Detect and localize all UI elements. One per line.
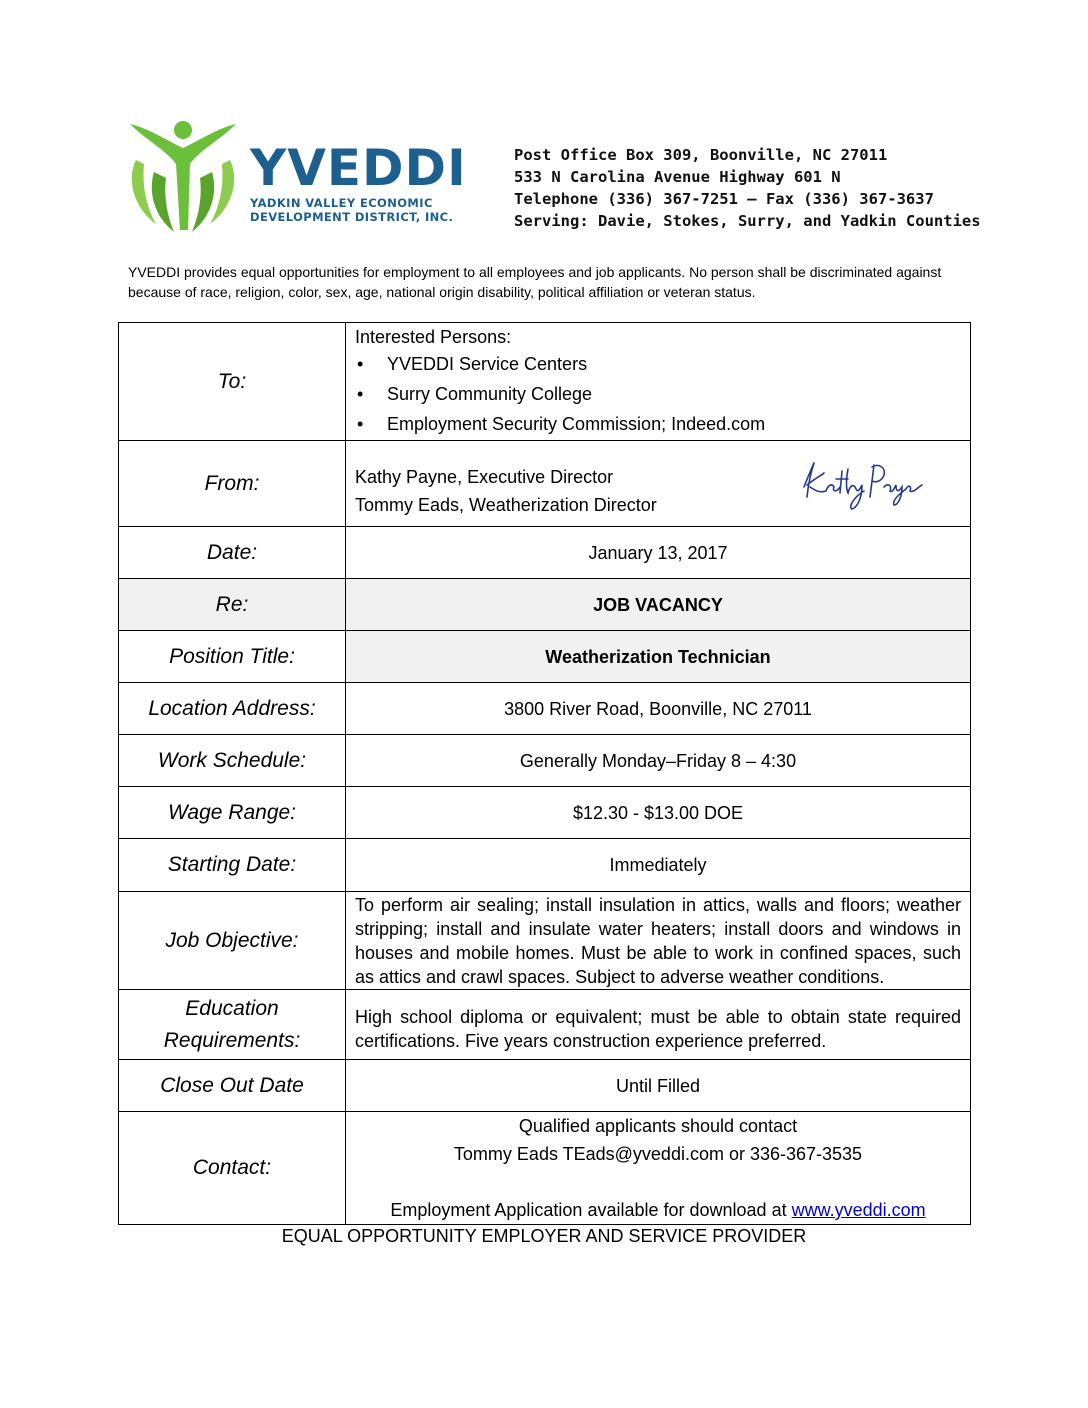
- wage-value: $12.30 - $13.00 DOE: [346, 787, 971, 839]
- contact-line-3: [346, 1196, 970, 1224]
- logo-wordmark: [250, 140, 467, 224]
- logo-name: YVEDDI: [250, 139, 467, 197]
- application-text: Employment Application available for download at: [390, 1200, 787, 1220]
- row-position: [119, 631, 971, 683]
- logo-figure-icon: [126, 120, 250, 244]
- footer-eeo-statement: EQUAL OPPORTUNITY EMPLOYER AND SERVICE PROVIDER: [281, 1226, 807, 1246]
- row-from: [119, 441, 971, 527]
- schedule-label: Work Schedule:: [119, 735, 346, 787]
- closeout-value: Until Filled: [346, 1060, 971, 1112]
- row-contact: [119, 1112, 971, 1225]
- address-block: [514, 144, 981, 232]
- address-line-4: Serving: Davie, Stokes, Surry, and Yadkin Counties: [514, 212, 981, 230]
- to-value: [346, 323, 971, 441]
- logo-subtitle-1: YADKIN VALLEY ECONOMIC: [250, 196, 433, 210]
- recipient-item: • Employment Security Commission; Indeed.com: [387, 409, 970, 439]
- objective-label: Job Objective:: [119, 892, 346, 990]
- education-label-line-2: Requirements:: [163, 1028, 301, 1052]
- address-line-2: 533 N Carolina Avenue Highway 601 N: [514, 168, 841, 186]
- position-label: Position Title:: [119, 631, 346, 683]
- eeo-disclaimer: YVEDDI provides equal opportunities for employment to all employees and job applicants. No person shall be discriminated against because of race, religion, color, sex, age, national origin disability, political affiliation or veteran status.: [128, 264, 942, 300]
- location-label: Location Address:: [119, 683, 346, 735]
- row-wage: [119, 787, 971, 839]
- row-objective: [119, 892, 971, 990]
- position-value: Weatherization Technician: [346, 631, 971, 683]
- recipient-item: • YVEDDI Service Centers: [387, 349, 970, 379]
- re-value: JOB VACANCY: [346, 579, 971, 631]
- row-closeout: [119, 1060, 971, 1112]
- re-label: Re:: [119, 579, 346, 631]
- row-schedule: [119, 735, 971, 787]
- from-label: From:: [119, 441, 346, 527]
- contact-line-2: Tommy Eads TEads@yveddi.com or 336-367-3535: [453, 1144, 863, 1164]
- row-to: [119, 323, 971, 441]
- schedule-value: Generally Monday–Friday 8 – 4:30: [346, 735, 971, 787]
- row-date: [119, 527, 971, 579]
- education-label: [119, 990, 346, 1060]
- recipient-item: • Surry Community College: [387, 379, 970, 409]
- website-link[interactable]: www.yveddi.com: [791, 1200, 926, 1220]
- start-value: Immediately: [346, 839, 971, 892]
- address-line-1: Post Office Box 309, Boonville, NC 27011: [514, 146, 888, 164]
- date-value: January 13, 2017: [346, 527, 971, 579]
- from-value: [346, 441, 971, 527]
- row-re: [119, 579, 971, 631]
- from-line-1: Kathy Payne, Executive Director: [355, 466, 614, 487]
- education-value: High school diploma or equivalent; must be able to obtain state required certifications. Five years construction experience preferred.: [346, 990, 971, 1060]
- row-start: [119, 839, 971, 892]
- contact-label: Contact:: [119, 1112, 346, 1225]
- start-label: Starting Date:: [119, 839, 346, 892]
- education-label-line-1: Education: [185, 996, 279, 1020]
- wage-label: Wage Range:: [119, 787, 346, 839]
- row-location: [119, 683, 971, 735]
- objective-value: To perform air sealing; install insulation in attics, walls and floors; weather stripping; install and insulate water heaters; install doors and windows in houses and mobile homes. Must be able to work in confined spaces, such as attics and crawl spaces. Subject to adverse weather conditions.: [346, 892, 971, 990]
- recipient-list: [355, 349, 970, 439]
- contact-line-1: Qualified applicants should contact: [518, 1116, 798, 1136]
- logo-subtitle-2: DEVELOPMENT DISTRICT, INC.: [250, 210, 454, 224]
- to-heading: Interested Persons:: [355, 327, 512, 347]
- closeout-label: Close Out Date: [119, 1060, 346, 1112]
- contact-value: [346, 1112, 971, 1225]
- date-label: Date:: [119, 527, 346, 579]
- address-line-3: Telephone (336) 367-7251 – Fax (336) 367-3637: [514, 190, 934, 208]
- job-vacancy-table: [118, 322, 971, 1225]
- row-education: [119, 990, 971, 1060]
- from-line-2: Tommy Eads, Weatherization Director: [355, 494, 657, 515]
- location-value: 3800 River Road, Boonville, NC 27011: [346, 683, 971, 735]
- signature-image: [798, 457, 928, 511]
- to-label: To:: [119, 323, 346, 441]
